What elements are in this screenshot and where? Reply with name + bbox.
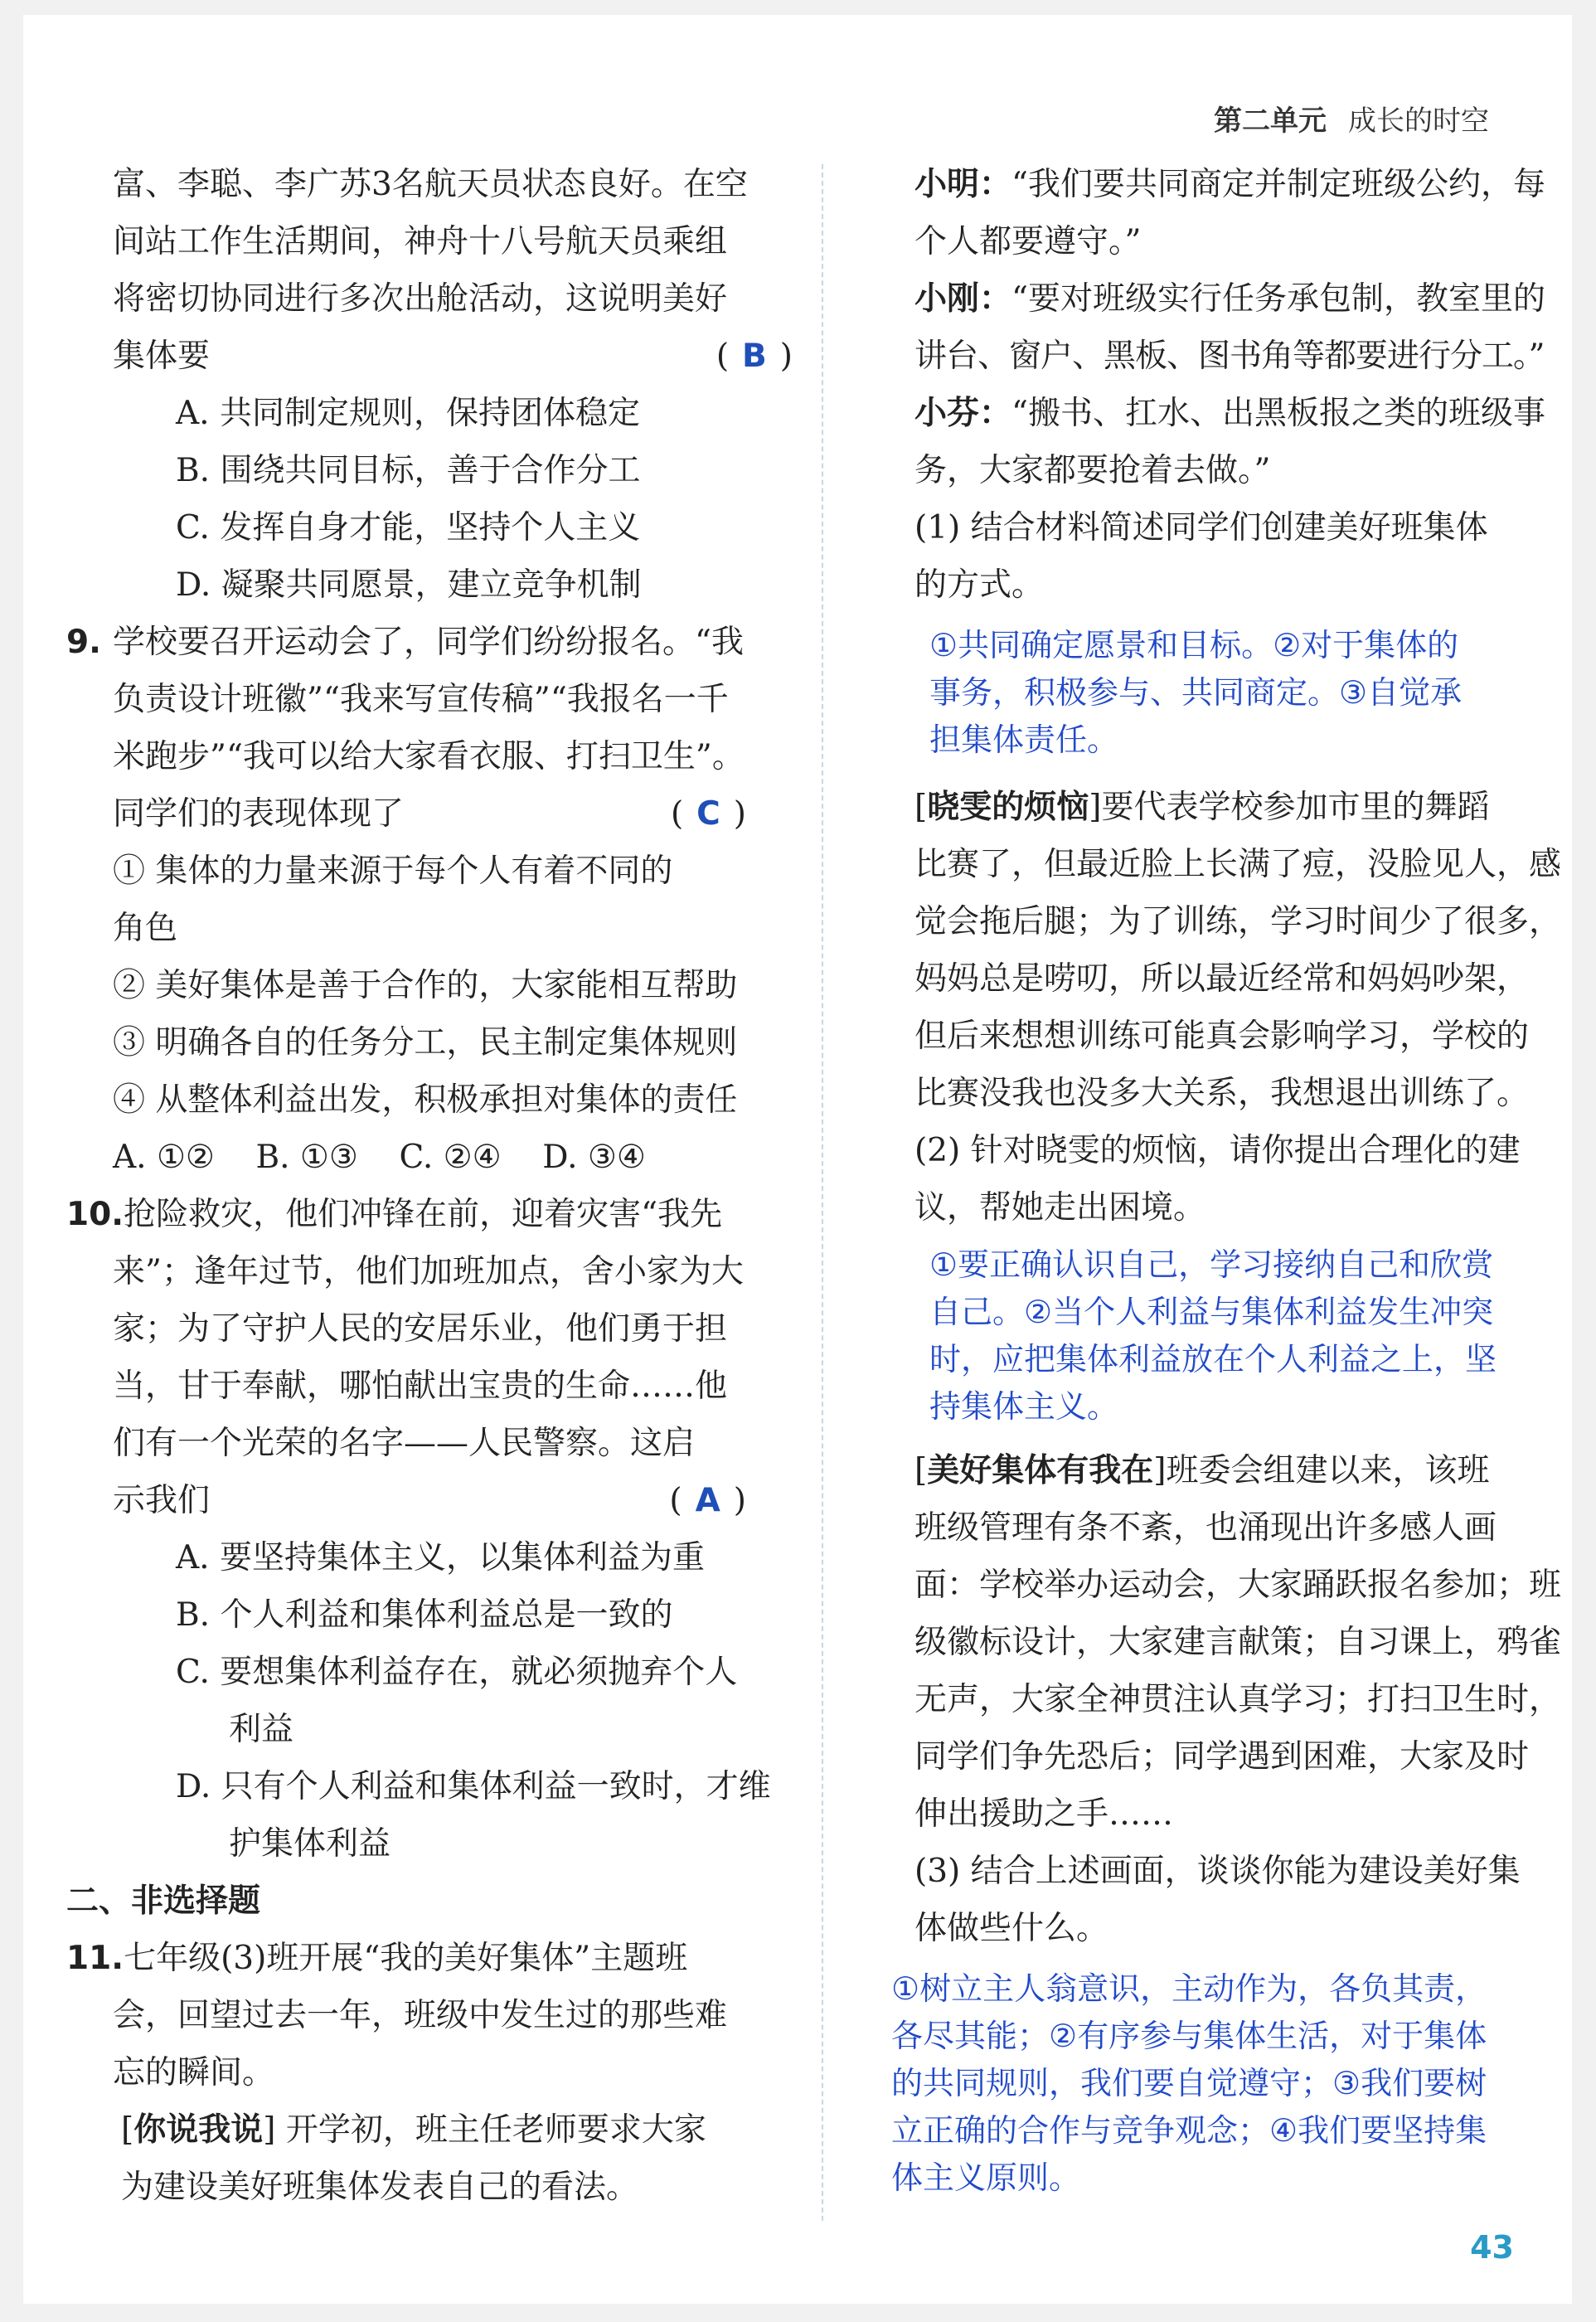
q10-option-c: C. 要想集体利益存在，就必须抛弃个人 [176,1654,738,1691]
statement-text: “我们要共同商定并制定班级公约，每 [1011,166,1545,203]
q10-line: 当，甘于奉献，哪怕献出宝贵的生命……他 [113,1367,728,1405]
q10-stem-end [66,1472,746,1529]
unit-label: 第二单元 [1214,104,1327,138]
q11-tag-line [66,2101,793,2159]
page-header [1214,98,1489,138]
tag-you-say-i-say: [ 你说我说 ] [121,2111,275,2149]
tag-line-xiaowen [914,779,1536,836]
story-line: 同学们争先恐后；同学遇到困难，大家及时 [914,1738,1530,1776]
story-line: 无声，大家全神贯注认真学习；打扫卫生时， [914,1681,1562,1718]
q8-line: 间站工作生活期间，神舟十八号航天员乘组 [113,223,728,260]
subquestion-3-cont: 体做些什么。 [914,1910,1109,1947]
q8-stem-end [113,328,793,385]
q11-tag-text-cont: 为建设美好班集体发表自己的看法。 [121,2169,639,2206]
answer-slot: ( C ) [670,795,746,833]
answer-slot: ( A ) [669,1482,746,1519]
story-line: 伸出援助之手…… [914,1795,1174,1833]
answer-line: ①树立主人翁意识，主动作为，各负其责， [891,1970,1487,2007]
answer-line: 时，应把集体利益放在个人利益之上，坚 [929,1341,1497,1377]
tag-text: 班委会组建以来，该班 [1166,1452,1490,1489]
right-column [891,156,1562,2202]
answer-line: 事务，积极参与、共同商定。③自觉承 [929,674,1463,711]
q9-options: A. ①② B. ①③ C. ②④ D. ③④ [113,1139,646,1176]
question-9 [66,614,793,1186]
answer-2 [914,1241,1536,1431]
story-line: 面：学校举办运动会，大家踊跃报名参加；班 [914,1567,1562,1604]
q8-option-c: C. 发挥自身才能，坚持个人主义 [176,509,641,546]
statement-text: “要对班级实行任务承包制，教室里的 [1011,280,1545,318]
q10-option-a: A. 要坚持集体主义，以集体利益为重 [176,1539,705,1576]
speaker-name: 小明： [914,166,1012,203]
q8-answer: B [742,338,767,375]
q9-number: 9. [66,624,101,661]
story-line: 但后来想想训练可能真会影响学习，学校的 [914,1018,1530,1055]
answer-1 [914,622,1536,764]
q10-option-d: D. 只有个人利益和集体利益一致时，才维 [176,1768,771,1805]
page [23,15,1572,2304]
speaker-name: 小芬： [914,395,1012,432]
q8-line: 富、李聪、李广苏3名航天员状态良好。在空 [113,166,748,203]
q10-answer: A [695,1482,720,1519]
q10-option-c-cont: 利益 [229,1711,294,1748]
q10-line: 来”；逢年过节，他们加班加点，舍小家为大 [113,1253,744,1290]
answer-line: 各尽其能；②有序参与集体生活，对于集体 [891,2018,1487,2054]
story-line: 级徽标设计，大家建言献策；自习课上，鸦雀 [914,1624,1562,1661]
question-8 [113,156,793,614]
answer-line: 的共同规则，我们要自觉遵守；③我们要树 [891,2065,1487,2101]
q9-stem-end [66,785,746,843]
q11-line: 忘的瞬间。 [113,2054,275,2091]
story-line: 比赛了，但最近脸上长满了痘，没脸见人，感 [914,846,1562,883]
subquestion-1: (1) 结合材料简述同学们创建美好班集体 [914,509,1488,546]
q10-option-b: B. 个人利益和集体利益总是一致的 [176,1596,673,1634]
q9-stem-text: 同学们的表现体现了 [113,795,405,833]
left-column [66,156,793,2216]
q9-first-line: 学校要召开运动会了，同学们纷纷报名。“我 [113,624,744,661]
q10-first-line: 抢险救灾，他们冲锋在前，迎着灾害“我先 [124,1196,723,1233]
statement-xiaofen [914,385,1545,442]
story-line: 比赛没我也没多大关系，我想退出训练了。 [914,1075,1530,1112]
tag-text: 要代表学校参加市里的舞蹈 [1101,789,1490,826]
q9-item-3: ③ 明确各自的任务分工，民主制定集体规则 [113,1024,738,1061]
q11-first-line: 七年级(3)班开展“我的美好集体”主题班 [124,1940,688,1977]
subquestion-1-cont: 的方式。 [914,566,1045,604]
statement-cont: 讲台、窗户、黑板、图书角等都要进行分工。” [914,338,1545,375]
answer-line: ①要正确认识自己，学习接纳自己和欣赏 [929,1246,1494,1283]
question-11 [66,1930,793,2216]
story-line: 妈妈总是唠叨，所以最近经常和妈妈吵架， [914,960,1530,998]
statement-cont: 务，大家都要抢着去做。” [914,452,1271,489]
subquestion-2: (2) 针对晓雯的烦恼，请你提出合理化的建 [914,1132,1521,1169]
answer-3 [891,1965,1536,2202]
answer-line: 体主义原则。 [891,2159,1081,2196]
tag-line-good-collective [914,1442,1536,1499]
q11-line: 会，回望过去一年，班级中发生过的那些难 [113,1997,728,2034]
statement-cont: 个人都要遵守。” [914,223,1142,260]
answer-line: 担集体责任。 [929,721,1119,758]
q9-line: 负责设计班徽”“我来写宣传稿”“我报名一千 [113,681,729,718]
q10-line: 们有一个光荣的名字——人民警察。这启 [113,1425,696,1462]
column-divider [822,164,823,2221]
answer-line: ①共同确定愿景和目标。②对于集体的 [929,627,1459,663]
q9-answer: C [696,795,720,833]
q8-stem-text: 集体要 [113,338,211,375]
q10-option-d-cont: 护集体利益 [229,1825,391,1863]
page-number: 43 [1470,2229,1514,2266]
story-line: 觉会拖后腿；为了训练，学习时间少了很多， [914,903,1562,940]
statement-xiaoming [914,156,1545,213]
answer-line: 持集体主义。 [929,1388,1119,1425]
question-10 [66,1186,793,1873]
tag-text: 开学初，班主任老师要求大家 [285,2111,706,2149]
answer-line: 自己。②当个人利益与集体利益发生冲突 [929,1294,1494,1330]
q8-option-a: A. 共同制定规则，保持团体稳定 [176,395,640,432]
q8-line: 将密切协同进行多次出舱活动，这说明美好 [113,280,728,318]
q9-line: 米跑步”“我可以给大家看衣服、打扫卫生”。 [113,738,745,775]
story-line: 班级管理有条不紊，也涌现出许多感人画 [914,1509,1497,1547]
q9-item-4: ④ 从整体利益出发，积极承担对集体的责任 [113,1081,738,1119]
q11-number: 11. [66,1940,124,1977]
answer-line: 立正确的合作与竞争观念；④我们要坚持集 [891,2112,1487,2149]
speaker-name: 小刚： [914,280,1012,318]
q8-option-d: D. 凝聚共同愿景，建立竞争机制 [176,566,642,604]
answer-slot: ( B ) [716,338,793,375]
q9-item-2: ② 美好集体是善于合作的，大家能相互帮助 [113,967,738,1004]
q8-option-b: B. 围绕共同目标，善于合作分工 [176,452,641,489]
section-heading: 二、非选择题 [66,1882,261,1920]
q9-item-1-cont: 角色 [113,910,178,947]
subquestion-2-cont: 议，帮她走出困境。 [914,1189,1206,1227]
subquestion-3: (3) 结合上述画面，谈谈你能为建设美好集 [914,1853,1521,1890]
q10-stem-text: 示我们 [113,1482,211,1519]
unit-title: 成长的时空 [1348,104,1489,138]
q10-line: 家；为了守护人民的安居乐业，他们勇于担 [113,1310,728,1348]
statement-text: “搬书、扛水、出黑板报之类的班级事 [1011,395,1545,432]
q9-item-1: ① 集体的力量来源于每个人有着不同的 [113,853,673,890]
tag-xiaowen-trouble: [ 晓雯的烦恼 ] [914,789,1101,826]
q10-number: 10. [66,1196,124,1233]
statement-xiaogang [914,270,1545,328]
tag-good-collective: [ 美好集体有我在 ] [914,1452,1166,1489]
